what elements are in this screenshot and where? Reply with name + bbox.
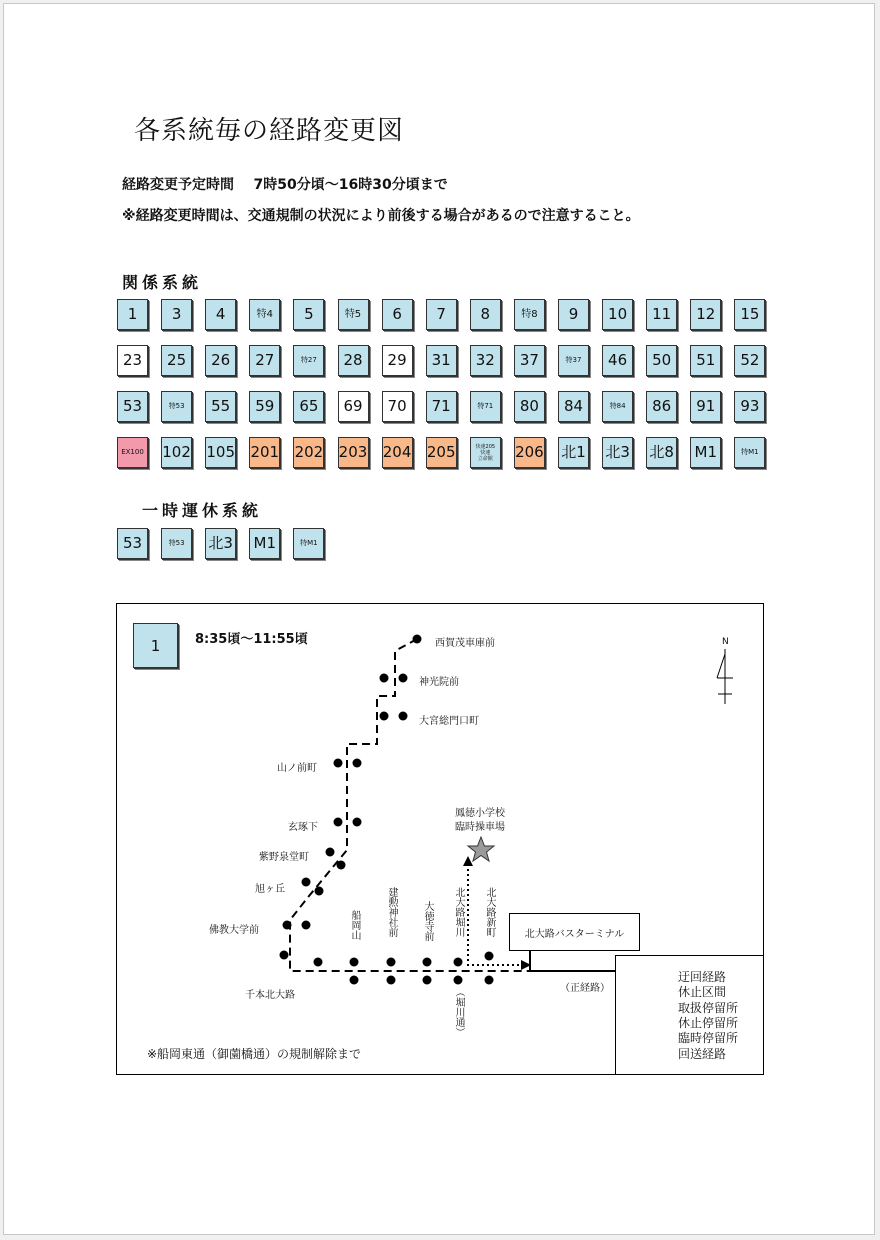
legend-temporary-stop: 臨時停留所	[678, 1031, 739, 1045]
route-badge: 31	[426, 345, 457, 376]
stop-label-shiya: 紫野泉堂町	[259, 852, 309, 863]
route-badge: 206	[514, 437, 545, 468]
route-badge: 特37	[558, 345, 589, 376]
route-badge: 北3	[602, 437, 633, 468]
route-badge: 12	[690, 299, 721, 330]
suspended-route-badge: 北3	[205, 528, 236, 559]
route-badge: 93	[734, 391, 765, 422]
suspended-route-badge: 53	[117, 528, 148, 559]
stop-label-senbon: 千本北大路	[245, 990, 295, 1001]
route-badge: 203	[338, 437, 369, 468]
route-badge: 37	[514, 345, 545, 376]
horikawa-street-label: （堀川通）	[453, 987, 464, 1037]
route-badge: 特27	[293, 345, 324, 376]
route-badge: 46	[602, 345, 633, 376]
route-badge: 北8	[646, 437, 677, 468]
legend-open-stop: 取扱停留所	[678, 1001, 739, 1015]
map-legend	[615, 955, 764, 1075]
route-badge: 50	[646, 345, 677, 376]
route-badge: 55	[205, 391, 236, 422]
map-time-range: 8:35頃～11:55頃	[195, 632, 308, 647]
stop-label-asahi: 旭ヶ丘	[255, 884, 285, 895]
route-badge: 91	[690, 391, 721, 422]
map-route-badge: 1	[133, 623, 178, 668]
route-badge: 6	[382, 299, 413, 330]
route-badge: 特53	[161, 391, 192, 422]
route-badge: 23	[117, 345, 148, 376]
route-badge: 特M1	[734, 437, 765, 468]
route-badge: 5	[293, 299, 324, 330]
route-badge: 105	[205, 437, 236, 468]
route-badge: 84	[558, 391, 589, 422]
schedule-label: 経路変更予定時間	[122, 177, 234, 193]
stop-label-shinkoin: 神光院前	[419, 677, 459, 688]
route-change-map	[116, 603, 764, 1075]
route-badge: 7	[426, 299, 457, 330]
route-badge: 80	[514, 391, 545, 422]
route-badge: 205	[426, 437, 457, 468]
stop-label-kenkun: 建勲神社前	[386, 887, 397, 937]
stop-label-bukkyo: 佛教大学前	[209, 925, 259, 936]
route-badge: 11	[646, 299, 677, 330]
temporary-depot-text: 鳳徳小学校 臨時操車場	[455, 808, 505, 833]
suspended-route-badge: 特M1	[293, 528, 324, 559]
route-badge: 快速205 快速 立命館	[470, 437, 501, 468]
route-badge: 特8	[514, 299, 545, 330]
suspended-route-badge: M1	[249, 528, 280, 559]
stop-label-daitokuji: 大徳寺前	[422, 901, 433, 941]
route-badge: 8	[470, 299, 501, 330]
route-badge: 3	[161, 299, 192, 330]
route-badge: 52	[734, 345, 765, 376]
regular-route-label: （正経路）	[560, 983, 610, 994]
caution-note: ※経路変更時間は、交通規制の状況により前後する場合があるので注意すること。	[122, 208, 640, 224]
route-badge: 特4	[249, 299, 280, 330]
route-badge: 102	[161, 437, 192, 468]
north-arrow-icon	[717, 649, 733, 704]
route-badge: 10	[602, 299, 633, 330]
page-title: 各系統毎の経路変更図	[134, 116, 405, 146]
route-badge: 202	[293, 437, 324, 468]
route-badge: 28	[338, 345, 369, 376]
route-badge: 204	[382, 437, 413, 468]
stop-label-omiya: 大宮総門口町	[419, 716, 479, 727]
legend-suspended: 休止区間	[678, 985, 727, 999]
route-badge: 65	[293, 391, 324, 422]
stop-label-yamanomae: 山ノ前町	[277, 763, 317, 774]
schedule-line	[122, 174, 448, 194]
route-badge: 69	[338, 391, 369, 422]
route-badge: 32	[470, 345, 501, 376]
route-badge: 51	[690, 345, 721, 376]
bus-terminal-label: 北大路バスターミナル	[509, 913, 640, 951]
stop-label-nishigamo: 西賀茂車庫前	[435, 638, 495, 649]
suspended-route-badge: 特53	[161, 528, 192, 559]
route-badge: 北1	[558, 437, 589, 468]
route-badge: 201	[249, 437, 280, 468]
route-badge: 15	[734, 299, 765, 330]
temporary-depot-label	[455, 807, 505, 835]
route-badge: 1	[117, 299, 148, 330]
schedule-time: 7時50分頃～16時30分頃まで	[253, 177, 448, 193]
legend-deadhead: 回送経路	[678, 1047, 727, 1061]
route-badge: 27	[249, 345, 280, 376]
route-badge: 25	[161, 345, 192, 376]
related-routes-heading: 関係系統	[122, 273, 203, 292]
route-badge: 26	[205, 345, 236, 376]
map-note: ※船岡東通（御薗橋通）の規制解除まで	[147, 1047, 362, 1061]
route-badge: 86	[646, 391, 677, 422]
stop-label-horikawa: 北大路堀川	[453, 887, 464, 937]
route-badge: 53	[117, 391, 148, 422]
stop-label-genbashita: 玄琢下	[288, 822, 318, 833]
route-badge: 特84	[602, 391, 633, 422]
route-badge: M1	[690, 437, 721, 468]
suspended-routes-heading: 一時運休系統	[142, 501, 263, 520]
route-badge: 71	[426, 391, 457, 422]
legend-closed-stop: 休止停留所	[678, 1016, 739, 1030]
route-badge: 70	[382, 391, 413, 422]
route-badge: 9	[558, 299, 589, 330]
route-badge: 特71	[470, 391, 501, 422]
stop-label-shinmachi: 北大路新町	[484, 887, 495, 937]
route-badge: 4	[205, 299, 236, 330]
deadhead-arrow-up-icon	[463, 856, 473, 866]
temporary-depot-star-icon	[468, 837, 494, 861]
route-badge: 59	[249, 391, 280, 422]
north-label: N	[722, 637, 729, 647]
route-badge: 特5	[338, 299, 369, 330]
route-badge: EX100	[117, 437, 148, 468]
route-badge: 29	[382, 345, 413, 376]
legend-detour: 迂回経路	[678, 970, 727, 984]
stop-label-funaokayama: 船岡山	[349, 910, 360, 940]
